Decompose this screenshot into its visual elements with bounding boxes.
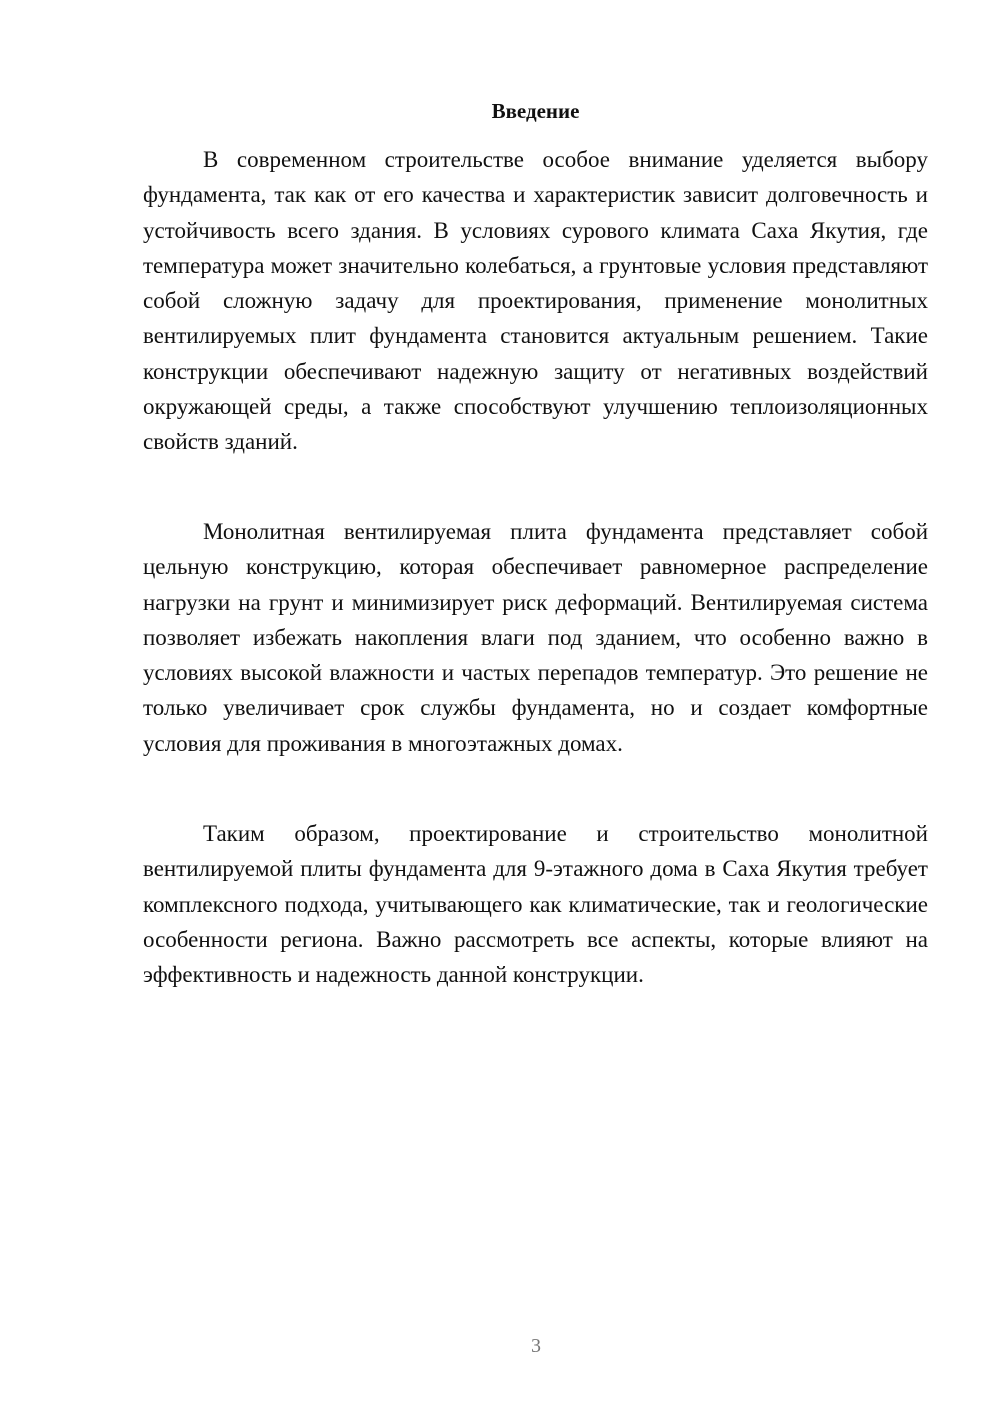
section-title: Введение — [491, 99, 580, 123]
paragraph-conclusion: Таким образом, проектирование и строительство монолитной вентилируемой плиты фундамента для 9-этажного дома в Саха Якутия требует комплексного подхода, учитывающего как климатические, так и геологические особенности региона. Важно рассмотреть все аспекты, которые влияют на эффективность и надежность данной конструкции. — [143, 821, 928, 988]
paragraph-monolithic-slab: Монолитная вентилируемая плита фундамента представляет собой цельную конструкцию, которая обеспечивает равномерное распределение нагрузки на грунт и минимизирует риск деформаций. Вентилируемая система позволяет избежать накопления влаги под зданием, что особенно важно в условиях высокой влажности и частых перепадов температур. Это решение не только увеличивает срок службы фундамента, но и создает комфортные условия для проживания в многоэтажных домах. — [143, 519, 928, 756]
page-number: 3 — [531, 1335, 541, 1357]
paragraph-intro: В современном строительстве особое внимание уделяется выбору фундамента, так как от его качества и характеристик зависит долговечность и устойчивость всего здания. В условиях сурового климата Саха Якутия, где температура может значительно колебаться, а грунтовые условия представляют собой сложную задачу для проектирования, применение монолитных вентилируемых плит фундамента становится актуальным решением. Такие конструкции обеспечивают надежную защиту от негативных воздействий окружающей среды, а также способствуют улучшению теплоизоляционных свойств зданий. — [143, 147, 928, 455]
